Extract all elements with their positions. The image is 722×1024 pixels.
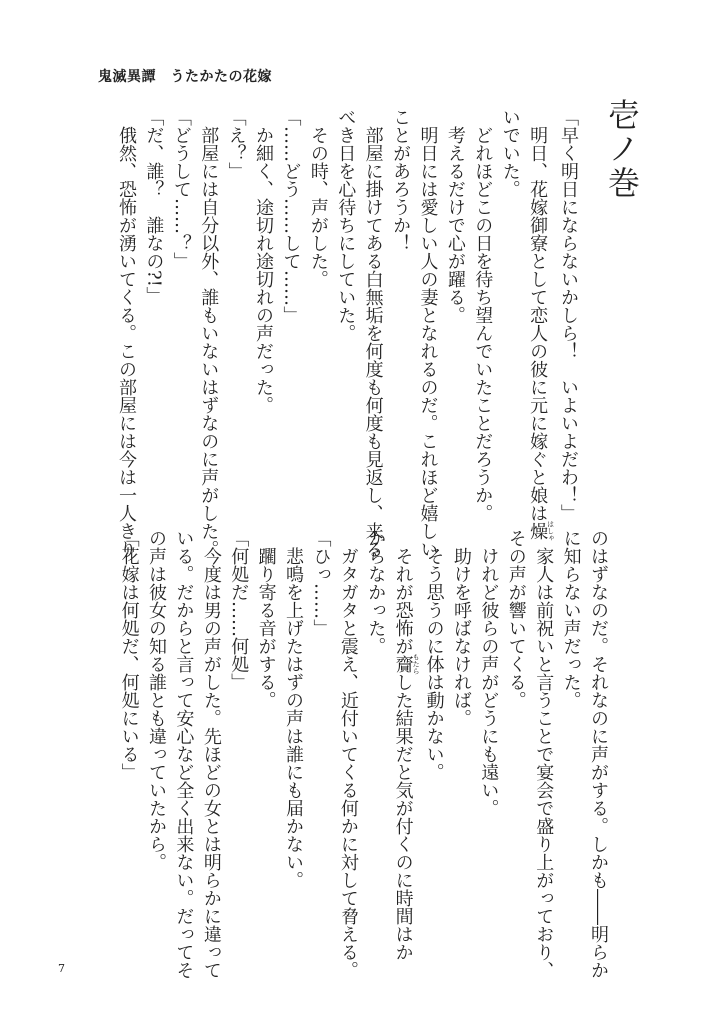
text-line: 悲鳴を上げたはずの声は誰にも届かない。 xyxy=(283,547,305,889)
ruby-base: 燥 xyxy=(527,520,549,542)
text-line: その声が響いてくる。 xyxy=(505,529,527,709)
text-line: 明日には愛しい人の妻となれるのだ。これほど嬉しい xyxy=(417,126,439,558)
text-line: ことがあろうか！ xyxy=(390,108,412,252)
text-line: 「だ、誰？ 誰なの?!」 xyxy=(143,108,165,305)
text-line: 今度は男の声がした。先ほどの女とは明らかに違って xyxy=(200,547,222,979)
text-line: 「え？」 xyxy=(225,108,247,180)
text-line: そう思うのに体は動かない。 xyxy=(423,547,445,781)
text-line: 助けを呼ばなければ。 xyxy=(450,547,472,727)
ruby-base: 齎 xyxy=(392,653,414,675)
text-line xyxy=(389,529,421,961)
text-line: 俄然、恐怖が湧いてくる。この部屋には今は一人きり xyxy=(116,126,137,558)
text-line: 「花嫁は何処だ、何処にいる」 xyxy=(118,529,140,781)
text-line: けれど彼らの声がどうにも遠い。 xyxy=(478,547,500,817)
text-line: 部屋には自分以外、誰もいないはずなのに声がした。 xyxy=(198,126,220,558)
text-segment: それが恐怖が xyxy=(392,547,414,655)
chapter-title: 壱ノ巻 xyxy=(603,98,641,200)
text-segment: した結果だと気が付くのに時間はか xyxy=(392,673,414,961)
text-line: ガタガタと震え、近付いてくる何かに対して脅える。 xyxy=(337,547,359,979)
text-line: 「どうして……？」 xyxy=(170,108,192,270)
ruby-word xyxy=(392,653,421,675)
text-line: に知らない声だった。 xyxy=(560,529,582,709)
text-line: 部屋に掛けてある白無垢を何度も何度も見返し、来る xyxy=(362,126,384,558)
text-line: 「早く明日にならないかしら！ いよいよだわ！」 xyxy=(558,108,579,522)
text-line: 「ひっ……」 xyxy=(310,529,332,637)
text-line: その時、声がした。 xyxy=(307,126,329,288)
text-line: いでいた。 xyxy=(499,108,521,198)
ruby-reading: もたら xyxy=(412,653,421,675)
ruby-reading: はしゃ xyxy=(546,520,555,542)
text-line: べき日を心待ちにしていた。 xyxy=(335,108,357,342)
text-line: か細く、途切れ途切れの声だった。 xyxy=(253,126,275,414)
text-line: 躙り寄る音がする。 xyxy=(255,547,277,709)
text-line: からなかった。 xyxy=(365,529,387,655)
text-block-upper xyxy=(113,108,582,558)
text-line: 考えるだけで心が躍る。 xyxy=(444,126,466,324)
page-number: 7 xyxy=(58,962,65,975)
text-line: 「……どう……して……」 xyxy=(280,108,302,324)
text-line: 家人は前祝いと言うことで宴会で盛り上がっており、 xyxy=(533,547,555,979)
text-line: どれほどこの日を待ち望んでいたことだろうか。 xyxy=(472,126,494,522)
text-block-lower xyxy=(115,529,612,979)
running-header: 鬼滅異譚 うたかたの花嫁 xyxy=(98,69,272,85)
text-segment: 明日、花嫁御寮として恋人の彼に元に嫁ぐと娘は xyxy=(527,126,549,522)
text-line: 「何処だ……何処」 xyxy=(228,529,250,691)
text-line xyxy=(524,108,555,542)
text-line: いる。だからと言って安心など全く出来ない。だってそ xyxy=(173,529,195,979)
text-line: のはずなのだ。それなのに声がする。しかも――明らか xyxy=(588,529,609,979)
text-line: の声は彼女の知る誰とも違っていたから。 xyxy=(146,529,167,871)
